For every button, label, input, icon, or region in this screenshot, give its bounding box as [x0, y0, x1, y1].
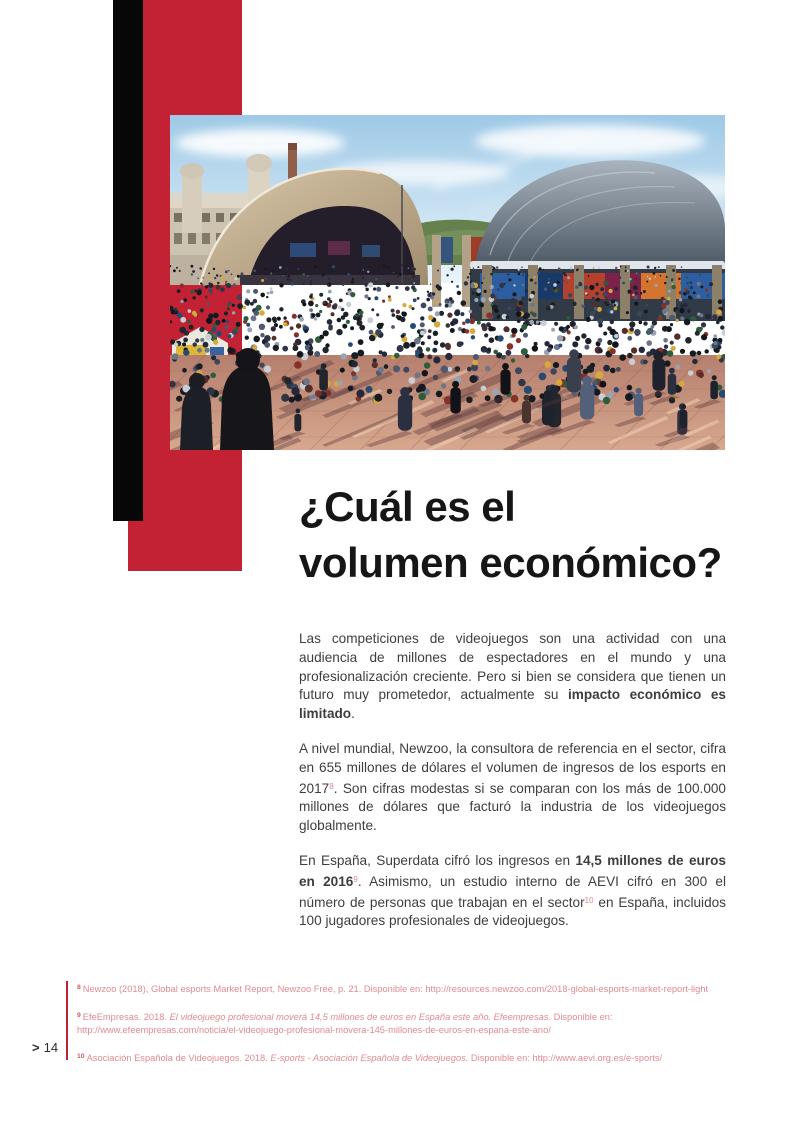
- footnote-rule: [66, 981, 68, 1060]
- text-segment: El videojuego profesional moverá 14,5 millones de euros en España este año. Efeempresas.: [169, 1012, 552, 1022]
- footnote-ref: 9: [353, 874, 358, 884]
- footnote-ref: 10: [584, 895, 594, 905]
- page-number-value: 14: [43, 1040, 59, 1055]
- footnote-8: [77, 981, 777, 996]
- footnote-marker: 10: [77, 1053, 85, 1060]
- text-segment: EfeEmpresas. 2018.: [82, 1012, 170, 1022]
- paragraph-spain-revenue: [299, 852, 726, 931]
- text-segment: E-sports - Asociación Española de Videojuegos.: [270, 1053, 469, 1063]
- text-segment: Disponible en:: [551, 1012, 613, 1022]
- text-segment: impacto económico es limitado: [299, 687, 726, 722]
- chevron-right-icon: >: [32, 1040, 40, 1055]
- text-segment: En España, Superdata cifró los ingresos en: [299, 852, 576, 868]
- text-segment: A nivel mundial, Newzoo, la consultora de referencia en el sector, cifra en 655 millones de dólares el volumen de ingresos de los esports en 2017: [299, 740, 726, 796]
- photo-banner-strip: [480, 273, 725, 299]
- event-crowd-photo: [170, 115, 725, 450]
- footnote-10: [77, 1050, 777, 1065]
- paragraph-global-revenue: [299, 740, 726, 836]
- page-title-line1: ¿Cuál es el: [299, 483, 516, 530]
- footnote-marker: 9: [77, 1012, 81, 1019]
- text-segment: . Asimismo, un estudio interno de AEVI cifró en 300 el número de personas que trabajan en el sector: [299, 873, 726, 910]
- event-crowd-photo-illustration: [170, 115, 725, 450]
- text-segment: Disponible en:: [468, 1053, 533, 1063]
- black-accent-bar: [113, 0, 143, 521]
- text-segment: .: [351, 706, 355, 722]
- text-segment: Asociación Española de Videojuegos. 2018.: [86, 1053, 271, 1063]
- footnote-text: [77, 1012, 613, 1035]
- footnote-link[interactable]: http://resources.newzoo.com/2018-global-esports-market-report-light: [425, 984, 709, 994]
- footnote-link[interactable]: http://www.efeempresas.com/noticia/el-videojuego-profesional-movera-145-millones-de-euros-en-espana-este-ano/: [77, 1025, 551, 1035]
- footnote-text: [87, 1053, 663, 1063]
- footnote-9: [77, 1009, 777, 1037]
- page-title: [299, 479, 722, 591]
- page-title-line2: volumen económico?: [299, 539, 722, 586]
- body-text: [299, 630, 726, 947]
- footnote-marker: 8: [77, 984, 81, 991]
- text-segment: Newzoo (2018), Global esports Market Report, Newzoo Free, p. 21. Disponible en:: [82, 984, 426, 994]
- paragraph-audience: [299, 630, 726, 724]
- text-segment: 14,5 millones de euros en 2016: [299, 852, 726, 889]
- page-number: [32, 1040, 58, 1055]
- footnotes: [77, 981, 777, 1078]
- text-segment: Las competiciones de videojuegos son una actividad con una audiencia de millones de espectadores en el mundo y una profesionalización creciente. Pero si bien se considera que tienen un futuro muy prometedor, actualmente su: [299, 631, 726, 703]
- text-segment: en España, incluidos 100 jugadores profesionales de videojuegos.: [299, 894, 726, 929]
- footnote-text: [83, 984, 708, 994]
- footnote-link[interactable]: http://www.aevi.org.es/e-sports/: [532, 1053, 663, 1063]
- footnote-ref: 8: [329, 781, 334, 791]
- text-segment: . Son cifras modestas si se comparan con los más de 100.000 millones de dólares que facturó la industria de los videojuegos globalmente.: [299, 780, 726, 834]
